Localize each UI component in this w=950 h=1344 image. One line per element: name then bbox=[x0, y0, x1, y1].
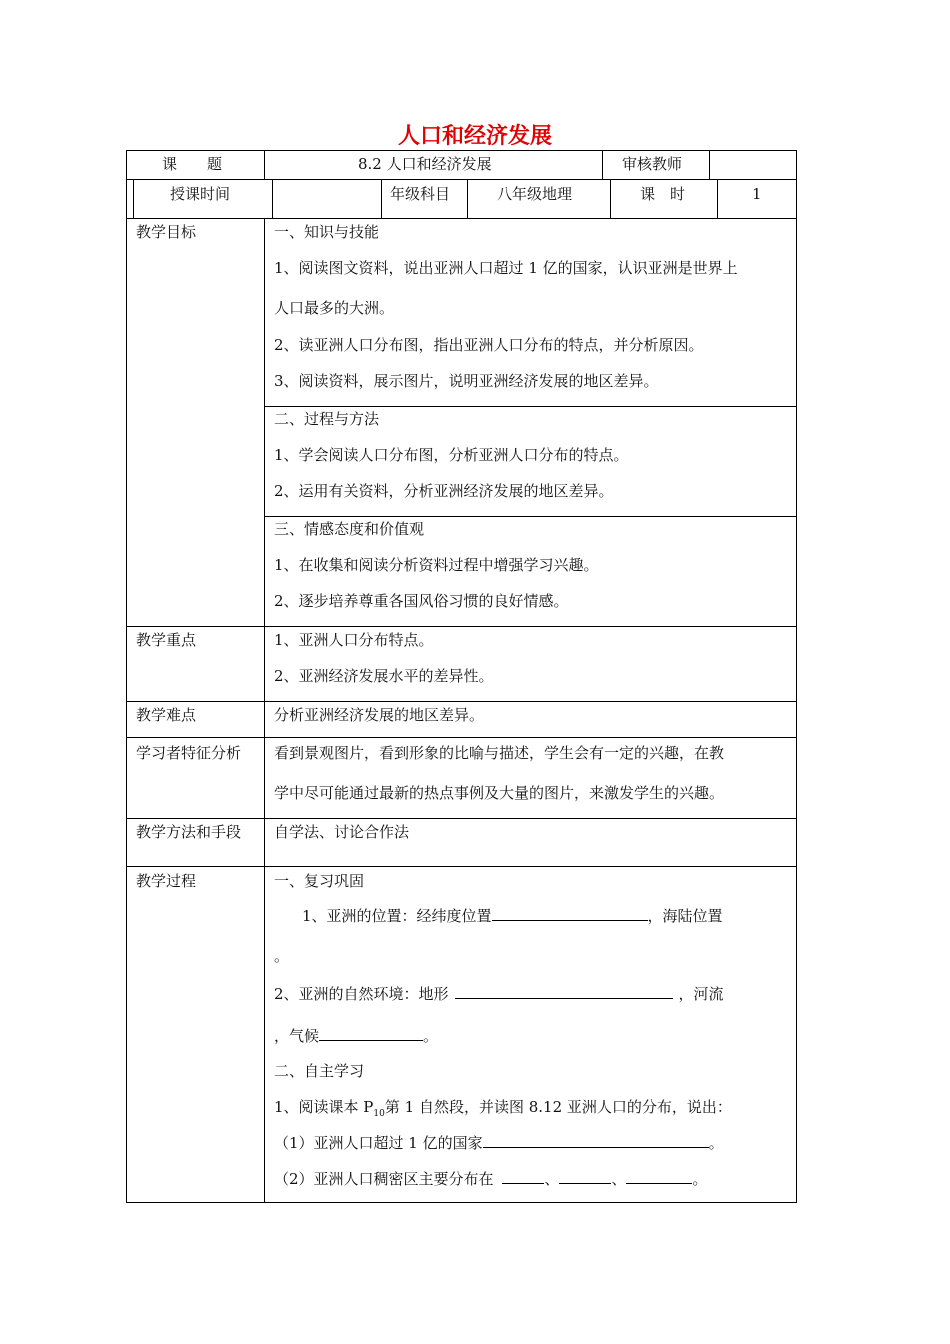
terrain-blank[interactable] bbox=[455, 984, 673, 999]
grade-subject-value: 八年级地理 bbox=[497, 185, 573, 203]
time-value bbox=[278, 184, 376, 204]
goals-s1-line3: 3、阅读资料，展示图片，说明亚洲经济发展的地区差异。 bbox=[274, 372, 659, 390]
learner-label: 学习者特征分析 bbox=[136, 744, 242, 762]
topic-label: 课 题 bbox=[162, 155, 223, 173]
methods-text: 自学法、讨论合作法 bbox=[274, 823, 410, 841]
review-question-2b: ，气候 。 bbox=[274, 1027, 439, 1045]
climate-blank[interactable] bbox=[319, 1026, 423, 1041]
goals-s3-heading: 三、情感态度和价值观 bbox=[274, 520, 425, 538]
lat-lon-blank[interactable] bbox=[492, 906, 648, 921]
process-heading-review: 一、复习巩固 bbox=[274, 872, 365, 890]
goals-s1-line1a: 1、阅读图文资料，说出亚洲人口超过 1 亿的国家，认识亚洲是世界上 bbox=[274, 259, 738, 277]
goals-s3-line2: 2、逐步培养尊重各国风俗习惯的良好情感。 bbox=[274, 592, 569, 610]
period-label: 课 时 bbox=[640, 185, 686, 203]
reviewer-value bbox=[716, 154, 792, 174]
topic-value: 8.2 人口和经济发展 bbox=[358, 155, 492, 173]
goals-label: 教学目标 bbox=[136, 223, 197, 241]
self-study-question-2: （2）亚洲人口稠密区主要分布在 、 、 。 bbox=[274, 1170, 708, 1188]
goals-s2-line1: 1、学会阅读人口分布图，分析亚洲人口分布的特点。 bbox=[274, 446, 629, 464]
review-question-1-end: 。 bbox=[274, 947, 290, 965]
countries-blank[interactable] bbox=[483, 1133, 709, 1148]
self-study-question-1: （1）亚洲人口超过 1 亿的国家 。 bbox=[274, 1134, 724, 1152]
process-label: 教学过程 bbox=[136, 872, 197, 890]
dense-area-blank-3[interactable] bbox=[626, 1169, 692, 1184]
period-value: 1 bbox=[752, 185, 762, 203]
grade-subject-label: 年级科目 bbox=[390, 185, 451, 203]
dense-area-blank-1[interactable] bbox=[502, 1169, 544, 1184]
goals-s1-line2: 2、读亚洲人口分布图，指出亚洲人口分布的特点，并分析原因。 bbox=[274, 336, 704, 354]
page-title: 人口和经济发展 bbox=[397, 123, 552, 149]
goals-s2-line2: 2、运用有关资料，分析亚洲经济发展的地区差异。 bbox=[274, 482, 614, 500]
key-points-line2: 2、亚洲经济发展水平的差异性。 bbox=[274, 667, 494, 685]
key-points-line1: 1、亚洲人口分布特点。 bbox=[274, 631, 434, 649]
goals-s3-line1: 1、在收集和阅读分析资料过程中增强学习兴趣。 bbox=[274, 556, 599, 574]
key-points-label: 教学重点 bbox=[136, 631, 197, 649]
review-question-1: 1、亚洲的位置：经纬度位置 ，海陆位置 bbox=[302, 907, 723, 925]
difficulty-label: 教学难点 bbox=[136, 706, 197, 724]
reviewer-label: 审核教师 bbox=[622, 155, 683, 173]
review-question-2: 2、亚洲的自然环境：地形 ，河流 bbox=[274, 985, 724, 1003]
learner-line2: 学中尽可能通过最新的热点事例及大量的图片，来激发学生的兴趣。 bbox=[274, 784, 725, 802]
self-study-instruction: 1、阅读课本 $P_{10}$第 1 自然段，并读图 8.12 亚洲人口的分布，说出： bbox=[274, 1098, 732, 1119]
dense-area-blank-2[interactable] bbox=[559, 1169, 611, 1184]
time-label: 授课时间 bbox=[170, 185, 231, 203]
methods-label: 教学方法和手段 bbox=[136, 823, 242, 841]
process-heading-self-study: 二、自主学习 bbox=[274, 1062, 365, 1080]
goals-s1-heading: 一、知识与技能 bbox=[274, 223, 380, 241]
learner-line1: 看到景观图片，看到形象的比喻与描述，学生会有一定的兴趣，在教 bbox=[274, 744, 725, 762]
goals-s1-line1b: 人口最多的大洲。 bbox=[274, 299, 395, 317]
goals-s2-heading: 二、过程与方法 bbox=[274, 410, 380, 428]
difficulty-text: 分析亚洲经济发展的地区差异。 bbox=[274, 706, 485, 724]
